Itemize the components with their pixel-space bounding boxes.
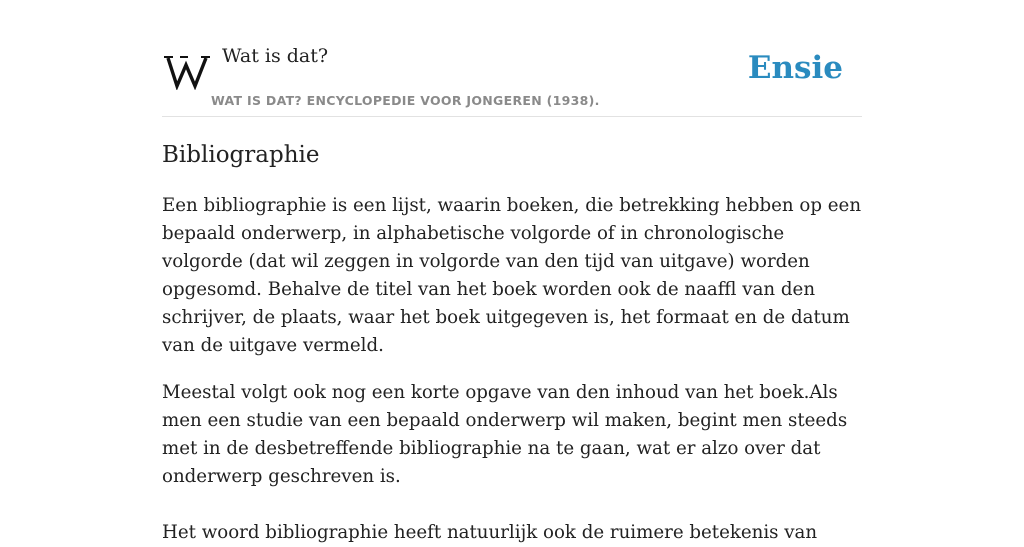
article-paragraph-1: Een bibliographie is een lijst, waarin boeken, die betrekking hebben op een bepaald onderwerp, in alphabetische volgorde of in chronologische volgorde (dat wil zeggen in volgorde van den tijd van uitgave) worden opgesomd. Behalve de titel van het boek worden ook de naaffl van den schrijver, de plaats, waar het boek uitgegeven is, het formaat en de datum van de uitgave vermeld. [162,195,862,356]
ensie-logo-link[interactable]: Ensie [747,50,843,86]
source-header [162,0,862,117]
page [162,0,862,547]
article-paragraph-3: Het woord bibliographie heeft natuurlijk ook de ruimere betekenis van [162,522,818,543]
source-title: Wat is dat? [222,45,329,67]
source-subtitle: WAT IS DAT? ENCYCLOPEDIE VOOR JONGEREN (1938). [211,93,600,108]
article-title: Bibliographie [162,142,320,168]
article-paragraph-2: Meestal volgt ook nog een korte opgave van den inhoud van het boek.Als men een studie van een bepaald onderwerp wil maken, begint men steeds met in de desbetreffende bibliographie na te gaan, wat er alzo over dat onderwerp geschreven is. [162,382,848,487]
wikipedia-w-icon [164,52,210,90]
